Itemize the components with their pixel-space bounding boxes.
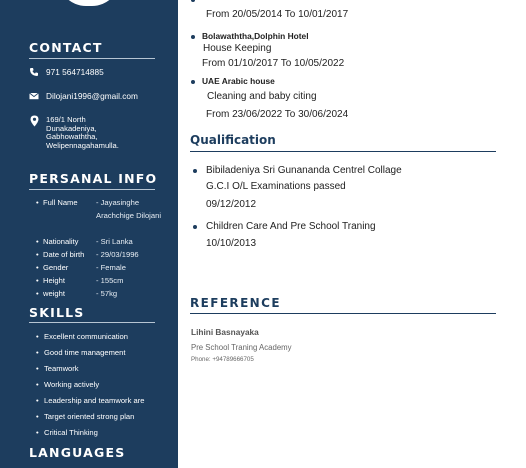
address-line: Welipennagahamulla. (46, 140, 119, 150)
qualification-detail: G.C.I O/L Examinations passed (206, 181, 346, 192)
main-content (178, 0, 526, 468)
bullet: • (36, 263, 39, 272)
experience-bullet (191, 0, 195, 2)
address-line: 169/1 North (46, 115, 86, 124)
experience-org: Bolawaththa,Dolphin Hotel (202, 31, 309, 41)
reference-heading: REFERENCE (190, 296, 281, 310)
reference-phone: Phone: +94789666705 (191, 356, 254, 363)
email-text: Dilojani1996@gmail.com (46, 91, 138, 101)
phone-text: 971 564714885 (46, 67, 104, 77)
address-block (46, 116, 166, 150)
info-label: Full Name (43, 198, 78, 207)
profile-photo (58, 0, 120, 6)
languages-heading: LANGUAGES (29, 445, 126, 460)
personal-info-divider (29, 189, 155, 190)
personal-info-list (36, 196, 176, 300)
bullet: • (36, 276, 39, 285)
phone-icon (29, 67, 39, 77)
info-row (36, 261, 176, 274)
info-label: Height (43, 276, 65, 285)
bullet: • (36, 250, 39, 259)
info-value: - Female (96, 263, 126, 272)
personal-info-heading: PERSANAL INFO (29, 171, 158, 186)
info-label: Gender (43, 263, 69, 272)
qualification-school: Bibiladeniya Sri Gunananda Centrel Collage (206, 165, 402, 176)
info-value: - 29/03/1996 (96, 250, 139, 259)
info-value: - 57kg (96, 289, 118, 298)
qualification-school: Children Care And Pre School Traning (206, 221, 376, 232)
info-row (36, 287, 176, 300)
sidebar: CONTACT 971 564714885 Dilojani1996@gmail.com 169/1 North Dunakadeniya, Gabhowaththa, Welipennagahamulla. PERSANAL INFO • Full Name - Jayasinghe Arachchige Dilojani • Nationality - Sri Lanka • Date of birth - 29/03/1996 • Gender - Female • Height - 155cm • weight - 57kg SKILLS • Excellent communication • Good time management • Teamwork • Working actively • Leadership and teamwork are • Target oriented strong plan • Critical Thinking LANGUAGES (0, 0, 178, 468)
qualification-bullet (193, 225, 197, 229)
qualification-bullet (193, 169, 197, 173)
qualification-heading: Qualification (190, 133, 276, 147)
experience-role: House Keeping (203, 43, 272, 54)
info-row (36, 235, 176, 248)
address-line: Gabhowaththa, (46, 132, 98, 142)
info-label: Date of birth (43, 250, 85, 259)
location-pin-icon (30, 115, 39, 127)
bullet: • (36, 198, 39, 207)
reference-org: Pre School Traning Academy (191, 343, 292, 352)
qualification-date: 10/10/2013 (206, 238, 257, 249)
mail-icon (29, 91, 39, 101)
reference-divider (190, 313, 496, 314)
contact-heading: CONTACT (29, 40, 103, 55)
info-label: Nationality (43, 237, 79, 246)
bullet: • (36, 237, 39, 246)
experience-role: Cleaning and baby citing (207, 91, 317, 102)
reference-name: Lihini Basnayaka (191, 327, 259, 337)
skills-divider (29, 322, 155, 323)
info-label: weight (43, 289, 65, 298)
experience-dates: From 20/05/2014 To 10/01/2017 (206, 9, 349, 20)
contact-divider (29, 58, 155, 59)
address-line: Dunakadeniya, (46, 123, 97, 133)
bullet: • (36, 289, 39, 298)
info-row (36, 196, 176, 235)
experience-bullet (191, 80, 195, 84)
experience-dates: From 23/06/2022 To 30/06/2024 (206, 109, 349, 120)
experience-org: UAE Arabic house (202, 76, 275, 86)
info-value: - Jayasinghe Arachchige Dilojani (96, 198, 162, 220)
info-value: - Sri Lanka (96, 237, 133, 246)
info-row (36, 274, 176, 287)
info-value: - 155cm (96, 276, 124, 285)
qualification-divider (190, 151, 496, 152)
skills-heading: SKILLS (29, 305, 85, 320)
qualification-date: 09/12/2012 (206, 199, 257, 210)
experience-dates: From 01/10/2017 To 10/05/2022 (202, 58, 345, 69)
info-row (36, 248, 176, 261)
experience-bullet (191, 35, 195, 39)
